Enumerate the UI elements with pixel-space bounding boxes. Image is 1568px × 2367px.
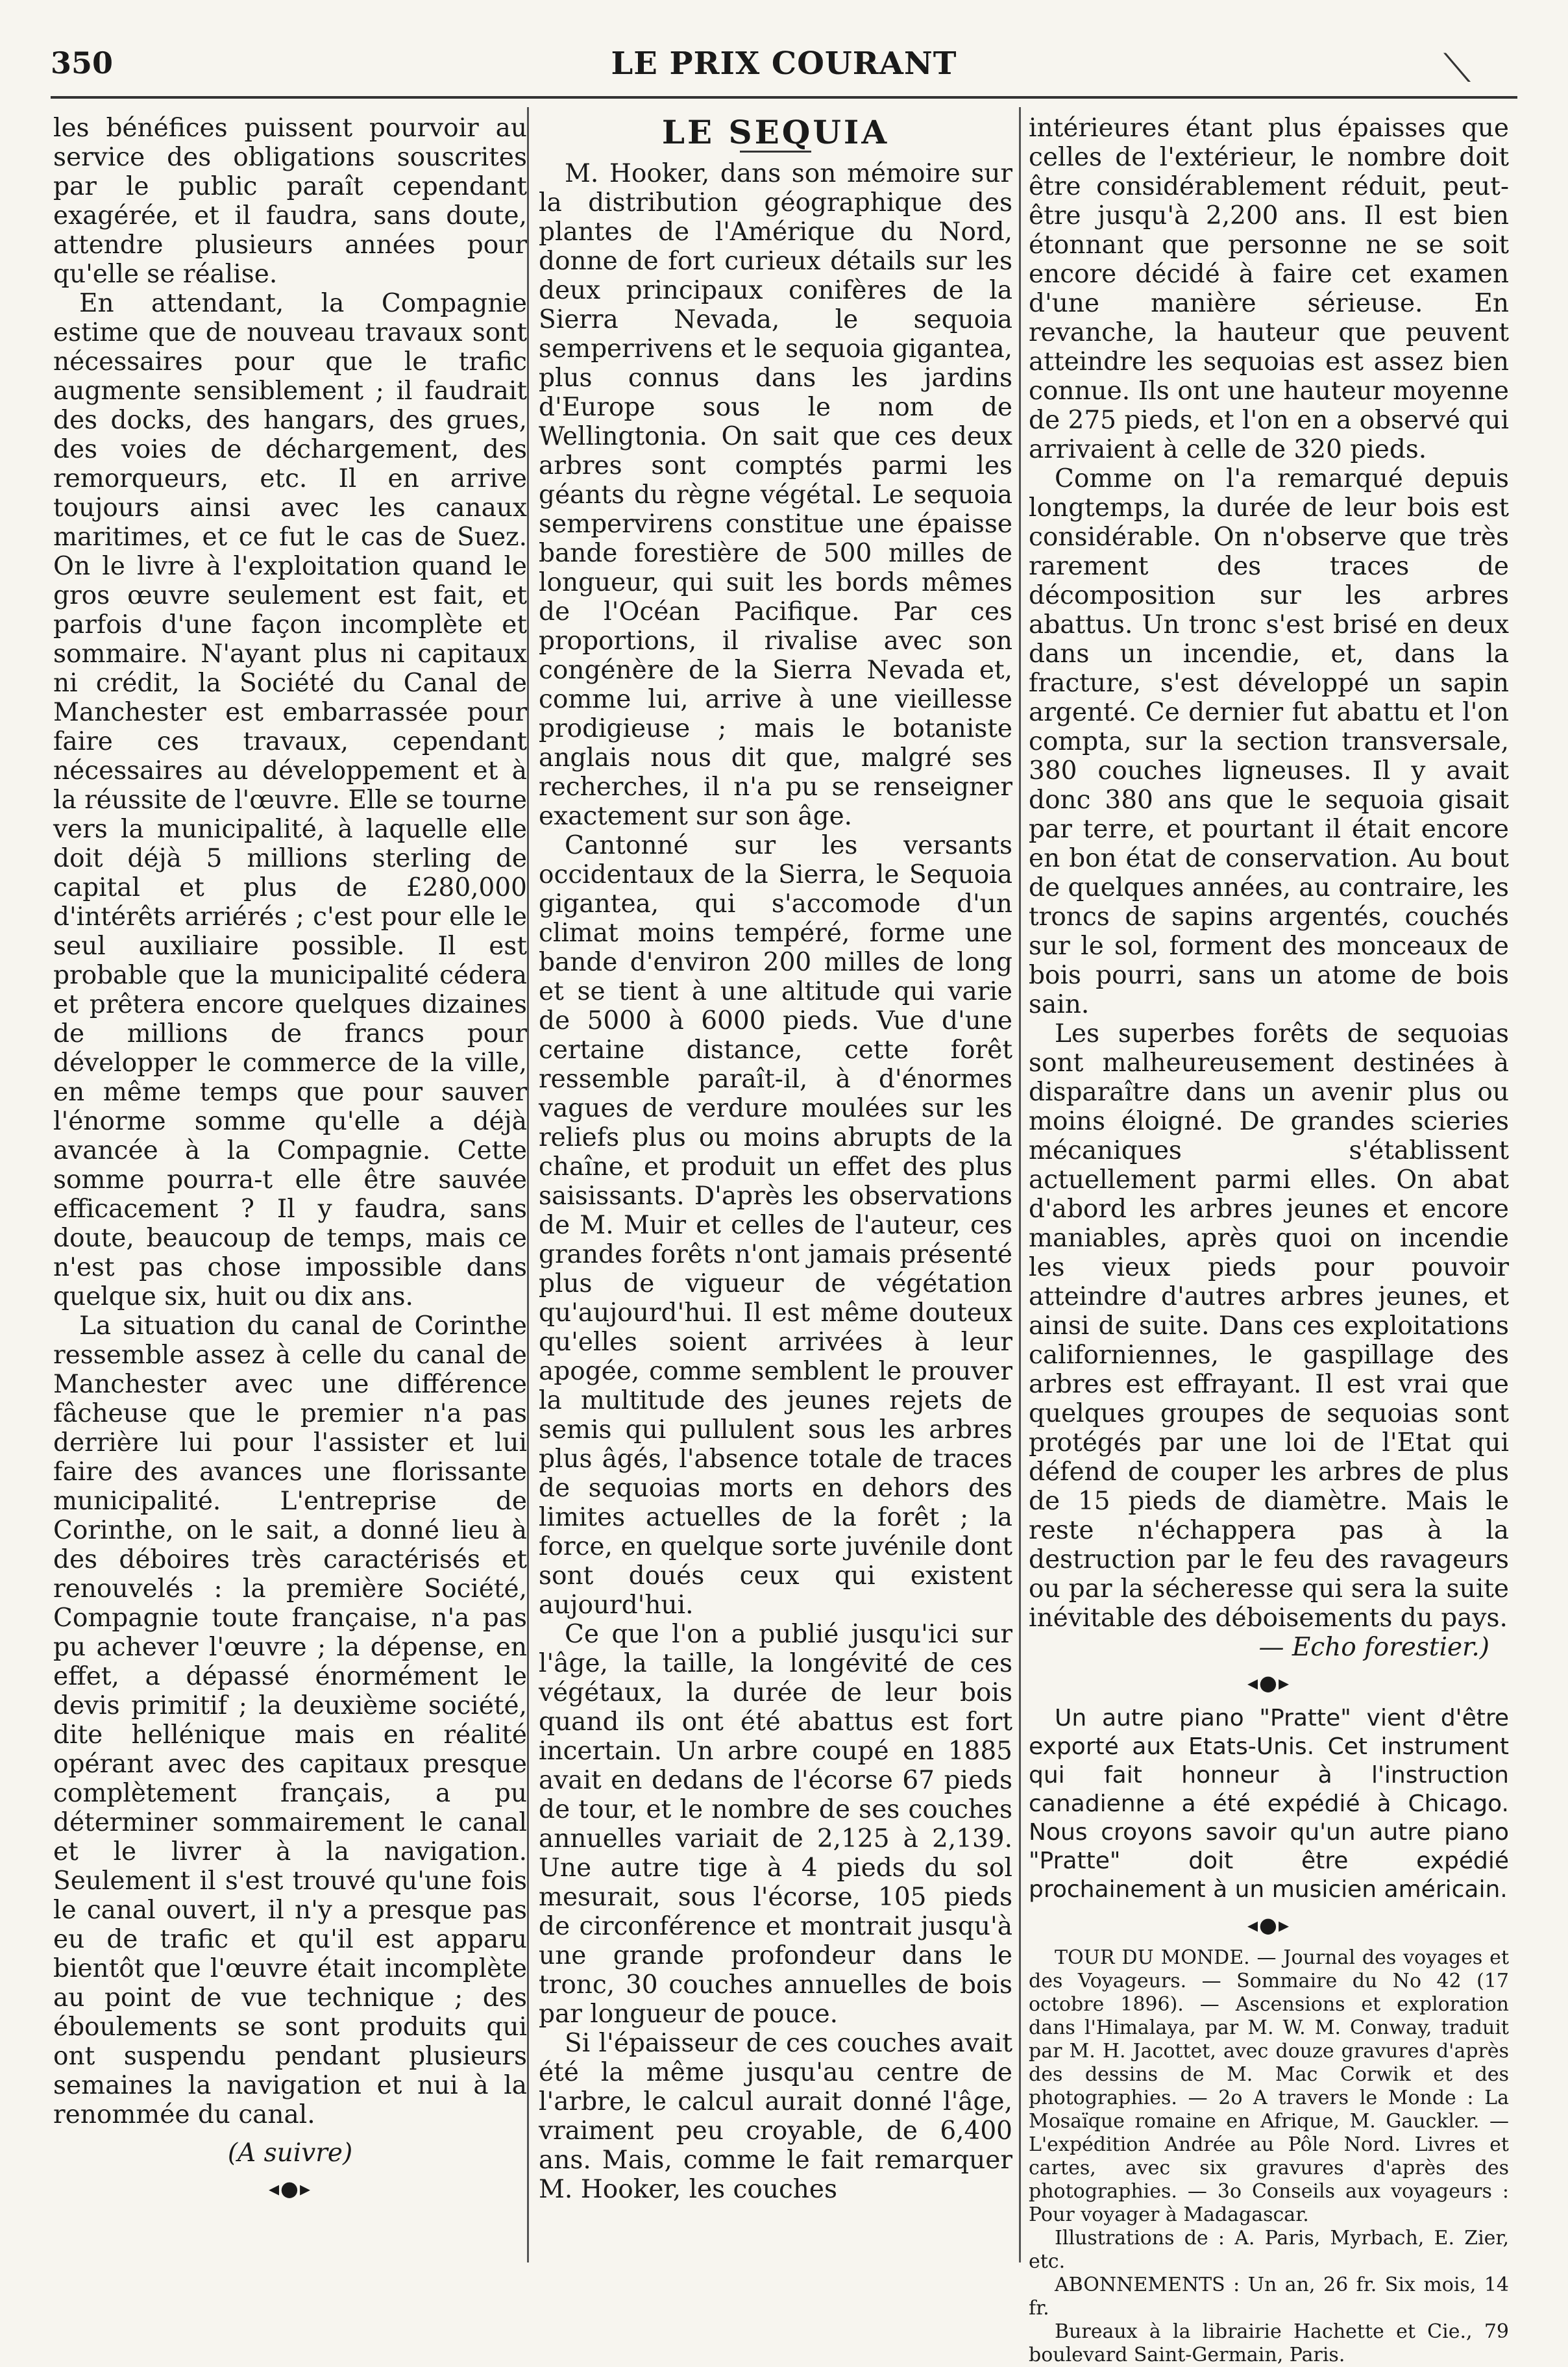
bureaux-line: Bureaux à la librairie Hachette et Cie., 79 boulevard Saint-Germain, Paris.	[1029, 2320, 1509, 2366]
tour-du-monde-text: TOUR DU MONDE. — Journal des voyages et des Voyageurs. — Sommaire du No 42 (17 octobre 1896). — Ascensions et exploration dans l'Himalaya, par M. W. M. Conway, traduit par M. H. Jacottet, avec douze gravures d'après des dessins de M. Mac Corwik et des photographies. — 2o A travers le Monde : La Mosaïque romaine en Afrique, M. Gauckler. — L'expédition Andrée au Pôle Nord. Livres et cartes, avec six gravures d'après des photographies. — 3o Conseils aux voyageurs : Pour voyager à Madagascar.	[1029, 1946, 1509, 2226]
column-2	[539, 114, 1012, 2204]
col1-sign-off: (A suivre)	[227, 2138, 353, 2168]
page-number: 350	[51, 45, 114, 81]
illustrations-line: Illustrations de : A. Paris, Myrbach, E. Zier, etc.	[1029, 2227, 1509, 2273]
column-divider-2	[1019, 107, 1021, 2262]
col2-paragraph-3: Ce que l'on a publié jusqu'ici sur l'âge, la taille, la longévité de ces végétaux, la durée de leur bois quand ils ont été abattus est fort incertain. Un arbre coupé en 1885 avait en dedans de l'écorse 67 pieds de tour, et le nombre de ses couches annuelles variait de 2,125 à 2,139. Une autre tige à 4 pieds du sol mesurait, sous l'écorse, 105 pieds de circonférence et montrait jusqu'à une grande profondeur dans le tronc, 30 couches annuelles de bois par longueur de pouce.	[539, 1620, 1012, 2029]
col3-paragraph-2: Comme on l'a remarqué depuis longtemps, la durée de leur bois est considérable. On n'observe que très rarement des traces de décomposition sur les arbres abattus. Un tronc s'est brisé en deux dans un incendie, et, dans la fracture, s'est développé un sapin argenté. Ce dernier fut abattu et l'on compta, sur la section transversale, 380 couches ligneuses. Il y avait donc 380 ans que le sequoia gisait par terre, et pourtant il était encore en bon état de conservation. Au bout de quelques années, au contraire, les troncs de sapins argentés, couchés sur le sol, forment des monceaux de bois pourri, sans un atome de bois sain.	[1029, 464, 1509, 1019]
col1-paragraph-2: En attendant, la Compagnie estime que de nouveau travaux sont nécessaires pour que le trafic augmente sensiblement ; il faudrait des docks, des hangars, des grues, des voies de déchargement, des remorqueurs, etc. Il en arrive toujours ainsi avec les canaux maritimes, et ce fut le cas de Suez. On le livre à l'exploitation quand le gros œuvre seulement est fait, et parfois d'une façon incomplète et sommaire. N'ayant plus ni capitaux ni crédit, la Société du Canal de Manchester est embarrassée pour faire ces travaux, cependant nécessaires au développement et à la réussite de l'œuvre. Elle se tourne vers la municipalité, à laquelle elle doit déjà 5 millions sterling de capital et plus de £280,000 d'intérêts arriérés ; c'est pour elle le seul auxiliaire possible. Il est probable que la municipalité cédera et prêtera encore quelques dizaines de millions de francs pour développer le commerce de la ville, en même temps que pour sauver l'énorme somme qu'elle a déjà avancée à la Compagnie. Cette somme pourra-t elle être sauvée efficacement ? Il y faudra, sans doute, beaucoup de temps, mais ce n'est pas chose impossible dans quelque six, huit ou dix ans.	[53, 289, 527, 1311]
col2-paragraph-2: Cantonné sur les versants occidentaux de la Sierra, le Sequoia gigantea, qui s'accomode d'un climat moins tempéré, forme une bande d'environ 200 milles de long et se tient à une altitude qui varie de 5000 à 6000 pieds. Vue d'une certaine distance, cette forêt ressemble paraît-il, à d'énormes vagues de verdure moulées sur les reliefs plus ou moins abrupts de la chaîne, et produit un effet des plus saisissants. D'après les observations de M. Muir et celles de l'auteur, ces grandes forêts n'ont jamais présenté plus de vigueur de végétation qu'aujourd'hui. Il est même douteux qu'elles soient arrivées à leur apogée, comme semblent le prouver la multitude des jeunes rejets de semis qui pullulent sous les arbres plus âgés, l'absence totale de traces de sequoias morts en dehors des limites actuelles de la forêt ; la force, en quelque sorte juvénile dont sont doués ceux qui existent aujourd'hui.	[539, 831, 1012, 1620]
column-1	[53, 114, 527, 2210]
col3-paragraph-3: Les superbes forêts de sequoias sont malheureusement destinées à disparaître dans un avenir plus ou moins éloigné. De grandes scieries mécaniques s'établissent actuellement parmi elles. On abat d'abord les arbres jeunes et encore maniables, après quoi on incendie les vieux pieds pour pouvoir atteindre d'autres arbres jeunes, et ainsi de suite. Dans ces exploitations californiennes, le gaspillage des arbres est effrayant. Il est vrai que quelques groupes de sequoias sont protégés par une loi de l'Etat qui défend de couper les arbres de plus de 15 pieds de diamètre. Mais le reste n'échappera pas à la destruction par le feu des ravageurs ou par la sécheresse qui sera la suite inévitable des déboisements du pays.	[1029, 1019, 1509, 1633]
corner-pen-mark: ⟍	[1443, 45, 1471, 91]
col2-paragraph-4: Si l'épaisseur de ces couches avait été la même jusqu'au centre de l'arbre, le calcul aurait donné l'âge, vraiment peu croyable, de 6,400 ans. Mais, comme le fait remarquer M. Hooker, les couches	[539, 2029, 1012, 2204]
col1-paragraph-3: La situation du canal de Corinthe ressemble assez à celle du canal de Manchester avec une différence fâcheuse que le premier n'a pas derrière lui pour l'assister et lui faire des avances une florissante municipalité. L'entreprise de Corinthe, on le sait, a donné lieu à des déboires très caractérisés et renouvelés : la première Société, Compagnie toute française, n'a pas pu achever l'œuvre ; la dépense, en effet, a dépassé énormément le devis primitif ; la deuxième société, dite hellénique mais en réalité opérant avec des capitaux presque complètement français, a pu déterminer sommairement le canal et le livrer à la navigation. Seulement il s'est trouvé qu'une fois le canal ouvert, il n'y a presque pas eu de trafic et qu'il est apparu bientôt que l'œuvre était incomplète au point de vue technique ; des éboulements se sont produits qui ont suspendu pendant plusieurs semaines la navigation et nui à la renommée du canal.	[53, 1311, 527, 2129]
column-3	[1029, 114, 1509, 2367]
article-source: — Echo forestier.)	[1258, 1633, 1489, 1662]
col3-ornament-1: ◂●▸	[1247, 1670, 1291, 1695]
piano-notice-text: Un autre piano "Pratte" vient d'être exporté aux Etats-Unis. Cet instrument qui fait honneur à l'instruction canadienne a été expédié à Chicago. Nous croyons savoir qu'un autre piano "Pratte" doit être expédié prochainement à un musicien américain.	[1029, 1705, 1509, 1903]
page-header	[51, 39, 1517, 91]
header-rule	[51, 96, 1517, 99]
abonnements-line: ABONNEMENTS : Un an, 26 fr. Six mois, 14 fr.	[1029, 2274, 1509, 2320]
column-divider-1	[527, 107, 529, 2262]
col2-paragraph-1: M. Hooker, dans son mémoire sur la distribution géographique des plantes de l'Amérique du Nord, donne de fort curieux détails sur les deux principaux conifères de la Sierra Nevada, le sequoia semperrivens et le sequoia gigantea, plus connus dans les jardins d'Europe sous le nom de Wellingtonia. On sait que ces deux arbres sont comptés parmi les géants du règne végétal. Le sequoia sempervirens constitue une épaisse bande forestière de 500 milles de longueur, qui suit les bords mêmes de l'Océan Pacifique. Par ces proportions, il rivalise avec son congénère de la Sierra Nevada et, comme lui, arrive à une vieillesse prodigieuse ; mais le botaniste anglais nous dit que, malgré ses recherches, il n'a pu se renseigner exactement sur son âge.	[539, 159, 1012, 831]
tour-du-monde-notice	[1029, 1946, 1509, 2367]
article-title: LE SEQUIA	[661, 113, 890, 151]
col1-paragraph-1: les bénéfices puissent pourvoir au service des obligations souscrites par le public paraît cependant exagérée, et il faudra, sans doute, attendre plusieurs années pour qu'elle se réalise.	[53, 114, 527, 289]
running-title: LE PRIX COURANT	[611, 45, 957, 82]
col3-ornament-2: ◂●▸	[1247, 1913, 1291, 1937]
piano-notice	[1029, 1704, 1509, 1904]
col3-paragraph-1: intérieures étant plus épaisses que celles de l'extérieur, le nombre doit être considérablement réduit, peut-être jusqu'à 2,200 ans. Il est bien étonnant que personne ne se soit encore décidé à faire cet examen d'une manière sérieuse. En revanche, la hauteur que peuvent atteindre les sequoias est assez bien connue. Ils ont une hauteur moyenne de 275 pieds, et l'on en a observé qui arrivaient à celle de 320 pieds.	[1029, 114, 1509, 464]
col1-ornament: ◂●▸	[268, 2176, 312, 2201]
